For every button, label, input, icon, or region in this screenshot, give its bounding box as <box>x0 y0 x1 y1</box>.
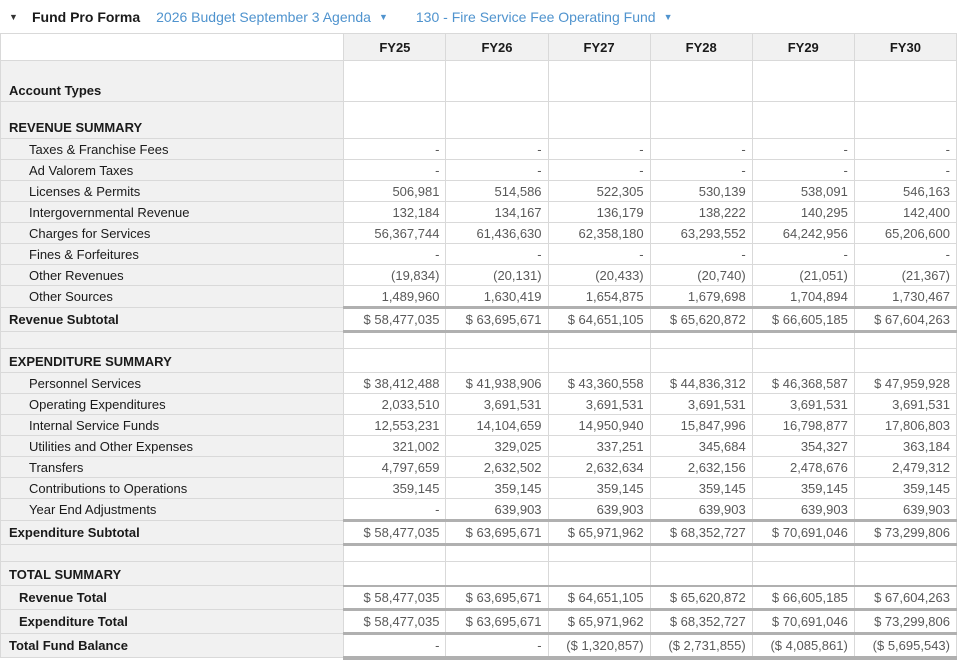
row-label-cell <box>1 332 344 349</box>
value-cell: 1,489,960 <box>344 286 446 308</box>
value-cell: 530,139 <box>650 181 752 202</box>
value-cell: 1,679,698 <box>650 286 752 308</box>
column-header-fy29: FY29 <box>752 34 854 61</box>
value-cell: (20,740) <box>650 265 752 286</box>
value-cell: $ 44,836,312 <box>650 373 752 394</box>
row-label-cell <box>1 545 344 562</box>
value-cell: 321,002 <box>344 436 446 457</box>
table-row <box>1 373 957 394</box>
value-cell: $ 65,971,962 <box>548 521 650 545</box>
value-cell: 3,691,531 <box>752 394 854 415</box>
value-cell: - <box>344 633 446 658</box>
value-cell <box>446 61 548 102</box>
value-cell <box>548 545 650 562</box>
column-header-fy30: FY30 <box>854 34 956 61</box>
value-cell <box>854 61 956 102</box>
value-cell <box>650 545 752 562</box>
value-cell: $ 58,477,035 <box>344 308 446 332</box>
value-cell: $ 64,651,105 <box>548 308 650 332</box>
value-cell <box>548 102 650 139</box>
value-cell: 359,145 <box>854 478 956 499</box>
value-cell: (19,834) <box>344 265 446 286</box>
value-cell: 359,145 <box>548 478 650 499</box>
value-cell: $ 38,412,488 <box>344 373 446 394</box>
table-row <box>1 394 957 415</box>
value-cell: 546,163 <box>854 181 956 202</box>
table-row <box>1 521 957 545</box>
chevron-down-icon: ▼ <box>663 11 673 22</box>
value-cell <box>446 562 548 586</box>
value-cell: (20,433) <box>548 265 650 286</box>
value-cell <box>548 61 650 102</box>
budget-cycle-dropdown[interactable] <box>156 9 388 25</box>
value-cell: - <box>548 160 650 181</box>
row-label-cell: Ad Valorem Taxes <box>1 160 344 181</box>
fund-dropdown[interactable] <box>416 9 673 25</box>
value-cell <box>548 332 650 349</box>
value-cell: 506,981 <box>344 181 446 202</box>
value-cell: - <box>446 160 548 181</box>
row-label-cell: Taxes & Franchise Fees <box>1 139 344 160</box>
table-row <box>1 308 957 332</box>
row-label-cell: Revenue Subtotal <box>1 308 344 332</box>
row-label-cell: Account Types <box>1 61 344 102</box>
table-row <box>1 478 957 499</box>
table-row <box>1 499 957 521</box>
value-cell: $ 47,959,928 <box>854 373 956 394</box>
value-cell: 132,184 <box>344 202 446 223</box>
row-label-cell: Licenses & Permits <box>1 181 344 202</box>
value-cell: - <box>854 160 956 181</box>
value-cell <box>650 562 752 586</box>
value-cell: 1,704,894 <box>752 286 854 308</box>
table-row <box>1 139 957 160</box>
value-cell: (21,051) <box>752 265 854 286</box>
value-cell <box>752 562 854 586</box>
value-cell: 2,033,510 <box>344 394 446 415</box>
value-cell: 64,242,956 <box>752 223 854 244</box>
value-cell: 138,222 <box>650 202 752 223</box>
value-cell: $ 67,604,263 <box>854 586 956 610</box>
value-cell: 359,145 <box>446 478 548 499</box>
row-label-cell: Fines & Forfeitures <box>1 244 344 265</box>
collapse-caret-icon[interactable]: ▼ <box>9 11 18 22</box>
value-cell: 1,630,419 <box>446 286 548 308</box>
row-label-cell: Charges for Services <box>1 223 344 244</box>
value-cell <box>344 102 446 139</box>
table-row <box>1 244 957 265</box>
value-cell: 363,184 <box>854 436 956 457</box>
value-cell: 17,806,803 <box>854 415 956 436</box>
value-cell: - <box>548 244 650 265</box>
row-label-cell: TOTAL SUMMARY <box>1 562 344 586</box>
value-cell: 3,691,531 <box>854 394 956 415</box>
value-cell: 639,903 <box>446 499 548 521</box>
value-cell <box>854 545 956 562</box>
row-label-cell: Contributions to Operations <box>1 478 344 499</box>
value-cell: 345,684 <box>650 436 752 457</box>
value-cell: - <box>548 139 650 160</box>
table-row <box>1 415 957 436</box>
table-row <box>1 202 957 223</box>
value-cell <box>344 349 446 373</box>
value-cell: ($ 5,695,543) <box>854 633 956 658</box>
value-cell <box>854 332 956 349</box>
value-cell: $ 63,695,671 <box>446 521 548 545</box>
value-cell: $ 58,477,035 <box>344 521 446 545</box>
value-cell: - <box>650 244 752 265</box>
table-row <box>1 160 957 181</box>
value-cell: 359,145 <box>752 478 854 499</box>
value-cell: - <box>446 633 548 658</box>
value-cell: $ 43,360,558 <box>548 373 650 394</box>
row-label-cell: Revenue Total <box>1 586 344 610</box>
value-cell: $ 68,352,727 <box>650 521 752 545</box>
value-cell: - <box>344 160 446 181</box>
column-header-fy27: FY27 <box>548 34 650 61</box>
value-cell: 639,903 <box>548 499 650 521</box>
value-cell: $ 70,691,046 <box>752 609 854 633</box>
value-cell: $ 58,477,035 <box>344 609 446 633</box>
value-cell: - <box>752 160 854 181</box>
table-row <box>1 265 957 286</box>
value-cell: 514,586 <box>446 181 548 202</box>
table-row <box>1 457 957 478</box>
value-cell: $ 65,620,872 <box>650 308 752 332</box>
value-cell: $ 63,695,671 <box>446 609 548 633</box>
value-cell: $ 41,938,906 <box>446 373 548 394</box>
value-cell: 639,903 <box>752 499 854 521</box>
value-cell: 4,797,659 <box>344 457 446 478</box>
value-cell: 337,251 <box>548 436 650 457</box>
table-row <box>1 545 957 562</box>
row-label-cell: Intergovernmental Revenue <box>1 202 344 223</box>
pro-forma-table <box>0 33 957 660</box>
value-cell: $ 65,971,962 <box>548 609 650 633</box>
row-label-cell: Internal Service Funds <box>1 415 344 436</box>
value-cell: 2,632,634 <box>548 457 650 478</box>
row-label-cell: Other Sources <box>1 286 344 308</box>
value-cell: ($ 4,085,861) <box>752 633 854 658</box>
value-cell: - <box>446 244 548 265</box>
value-cell: ($ 1,320,857) <box>548 633 650 658</box>
value-cell: 2,478,676 <box>752 457 854 478</box>
value-cell <box>446 332 548 349</box>
value-cell: $ 66,605,185 <box>752 308 854 332</box>
table-row <box>1 609 957 633</box>
table-row <box>1 586 957 610</box>
value-cell: 3,691,531 <box>650 394 752 415</box>
table-row <box>1 61 957 102</box>
value-cell: 65,206,600 <box>854 223 956 244</box>
table-row <box>1 633 957 658</box>
value-cell: $ 73,299,806 <box>854 609 956 633</box>
value-cell: 14,104,659 <box>446 415 548 436</box>
value-cell: 1,730,467 <box>854 286 956 308</box>
value-cell: 140,295 <box>752 202 854 223</box>
table-row <box>1 349 957 373</box>
value-cell: 134,167 <box>446 202 548 223</box>
title-bar <box>0 0 957 33</box>
value-cell <box>752 102 854 139</box>
value-cell: - <box>650 160 752 181</box>
value-cell: 12,553,231 <box>344 415 446 436</box>
value-cell <box>548 349 650 373</box>
value-cell: $ 68,352,727 <box>650 609 752 633</box>
value-cell: 639,903 <box>650 499 752 521</box>
value-cell: 15,847,996 <box>650 415 752 436</box>
value-cell: ($ 2,731,855) <box>650 633 752 658</box>
value-cell: $ 63,695,671 <box>446 586 548 610</box>
value-cell: 62,358,180 <box>548 223 650 244</box>
row-label-cell: Year End Adjustments <box>1 499 344 521</box>
value-cell: 3,691,531 <box>446 394 548 415</box>
value-cell <box>650 349 752 373</box>
value-cell: 2,479,312 <box>854 457 956 478</box>
row-label-cell: EXPENDITURE SUMMARY <box>1 349 344 373</box>
value-cell: 2,632,156 <box>650 457 752 478</box>
value-cell: 522,305 <box>548 181 650 202</box>
value-cell: (20,131) <box>446 265 548 286</box>
value-cell: 538,091 <box>752 181 854 202</box>
value-cell: - <box>854 139 956 160</box>
value-cell: $ 67,604,263 <box>854 308 956 332</box>
value-cell: 359,145 <box>650 478 752 499</box>
value-cell: 2,632,502 <box>446 457 548 478</box>
table-row <box>1 332 957 349</box>
value-cell <box>344 562 446 586</box>
value-cell: - <box>344 139 446 160</box>
column-header-row <box>1 34 957 61</box>
value-cell <box>854 562 956 586</box>
row-label-cell: Transfers <box>1 457 344 478</box>
budget-cycle-dropdown-label: 2026 Budget September 3 Agenda <box>156 8 371 25</box>
table-row <box>1 286 957 308</box>
table-row <box>1 102 957 139</box>
value-cell: $ 73,299,806 <box>854 521 956 545</box>
table-row <box>1 562 957 586</box>
row-label-cell: Expenditure Total <box>1 609 344 633</box>
value-cell <box>650 332 752 349</box>
table-row <box>1 436 957 457</box>
value-cell: - <box>344 499 446 521</box>
value-cell: 3,691,531 <box>548 394 650 415</box>
value-cell: $ 65,620,872 <box>650 586 752 610</box>
value-cell <box>752 349 854 373</box>
value-cell: - <box>344 244 446 265</box>
table-body <box>1 61 957 658</box>
row-label-cell: Operating Expenditures <box>1 394 344 415</box>
value-cell: 639,903 <box>854 499 956 521</box>
row-label-cell: Utilities and Other Expenses <box>1 436 344 457</box>
value-cell: 61,436,630 <box>446 223 548 244</box>
column-header-fy25: FY25 <box>344 34 446 61</box>
value-cell <box>446 349 548 373</box>
value-cell: $ 58,477,035 <box>344 586 446 610</box>
table-row <box>1 223 957 244</box>
row-label-cell: REVENUE SUMMARY <box>1 102 344 139</box>
value-cell: 16,798,877 <box>752 415 854 436</box>
value-cell: (21,367) <box>854 265 956 286</box>
column-header-fy28: FY28 <box>650 34 752 61</box>
page-title: Fund Pro Forma <box>32 8 141 25</box>
value-cell <box>752 332 854 349</box>
row-label-cell: Other Revenues <box>1 265 344 286</box>
fund-dropdown-label: 130 - Fire Service Fee Operating Fund <box>415 8 656 25</box>
value-cell: 359,145 <box>344 478 446 499</box>
value-cell: - <box>752 139 854 160</box>
corner-header-cell <box>1 34 344 61</box>
value-cell <box>344 332 446 349</box>
value-cell <box>344 545 446 562</box>
value-cell <box>650 102 752 139</box>
value-cell: $ 46,368,587 <box>752 373 854 394</box>
value-cell: - <box>446 139 548 160</box>
column-header-fy26: FY26 <box>446 34 548 61</box>
value-cell <box>854 349 956 373</box>
value-cell: - <box>854 244 956 265</box>
value-cell: - <box>650 139 752 160</box>
value-cell <box>548 562 650 586</box>
value-cell: 136,179 <box>548 202 650 223</box>
value-cell: 354,327 <box>752 436 854 457</box>
row-label-cell: Expenditure Subtotal <box>1 521 344 545</box>
value-cell: - <box>752 244 854 265</box>
value-cell: $ 70,691,046 <box>752 521 854 545</box>
value-cell: 63,293,552 <box>650 223 752 244</box>
value-cell: 56,367,744 <box>344 223 446 244</box>
value-cell: $ 66,605,185 <box>752 586 854 610</box>
value-cell: 1,654,875 <box>548 286 650 308</box>
row-label-cell: Total Fund Balance <box>1 633 344 658</box>
value-cell <box>752 545 854 562</box>
value-cell <box>446 545 548 562</box>
chevron-down-icon: ▼ <box>378 11 388 22</box>
value-cell <box>854 102 956 139</box>
value-cell: 329,025 <box>446 436 548 457</box>
value-cell <box>446 102 548 139</box>
value-cell <box>752 61 854 102</box>
value-cell <box>344 61 446 102</box>
table-row <box>1 181 957 202</box>
value-cell: 14,950,940 <box>548 415 650 436</box>
value-cell: 142,400 <box>854 202 956 223</box>
value-cell: $ 64,651,105 <box>548 586 650 610</box>
value-cell: $ 63,695,671 <box>446 308 548 332</box>
row-label-cell: Personnel Services <box>1 373 344 394</box>
value-cell <box>650 61 752 102</box>
